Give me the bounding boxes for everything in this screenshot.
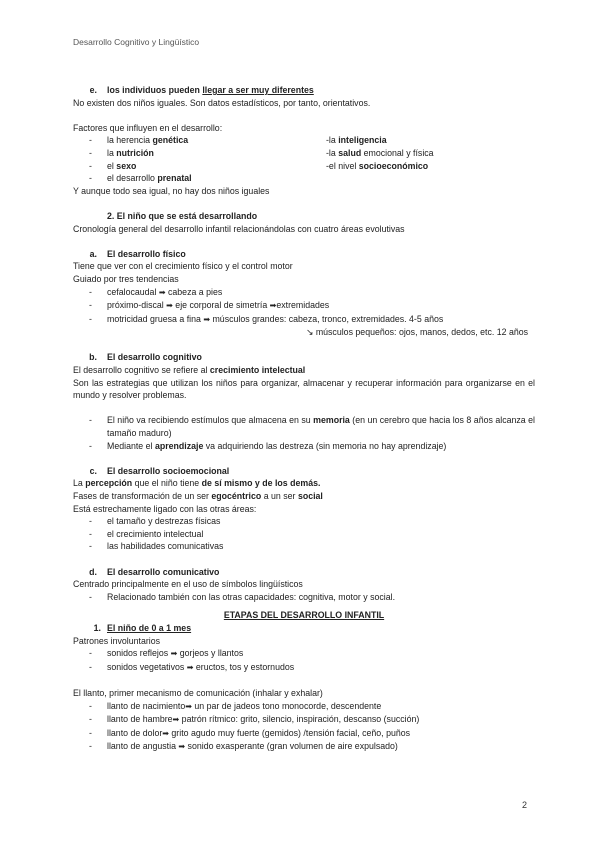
paragraph: La percepción que el niño tiene de sí mismo y de los demás. [73, 478, 321, 489]
underlined-phrase: llegar a ser muy diferentes [202, 85, 314, 95]
paragraph: Y aunque todo sea igual, no hay dos niños iguales [73, 185, 270, 196]
arrow-right-icon: ➡ [166, 301, 173, 311]
section-b-heading: b. El desarrollo cognitivo [89, 352, 202, 363]
arrow-right-icon: ➡ [162, 728, 169, 738]
arrow-right-icon: ➡ [158, 287, 166, 297]
list-item: - Relacionado también con las otras capacidades: cognitiva, motor y social. [89, 591, 396, 602]
arrow-right-icon: ➡ [203, 314, 211, 324]
etapas-subheading: 1. El niño de 0 a 1 mes [93, 622, 192, 633]
paragraph: No existen dos niños iguales. Son datos estadísticos, por tanto, orientativos. [73, 97, 371, 108]
paragraph: Tiene que ver con el crecimiento físico y el control motor [73, 261, 293, 272]
list-item: - llanto de nacimiento➡ un par de jadeos tono monocorde, descendente [89, 700, 382, 711]
arrow-right-icon: ➡ [269, 301, 277, 311]
list-item: - El niño va recibiendo estímulos que almacena en su memoria (en un cerebro que hacia los 8 años alcanza el tamaño maduro) [89, 415, 535, 439]
section-a-heading: a. El desarrollo físico [89, 248, 186, 259]
paragraph: Está estrechamente ligado con las otras áreas: [73, 503, 257, 514]
paragraph: El llanto, primer mecanismo de comunicación (inhalar y exhalar) [73, 687, 323, 698]
list-item: - llanto de hambre➡ patrón rítmico: grito, silencio, inspiración, descanso (succión) [89, 714, 420, 725]
section-d-heading: d. El desarrollo comunicativo [89, 566, 220, 577]
page-body [73, 84, 535, 754]
section-2-heading: 2. El niño que se está desarrollando [107, 210, 258, 221]
list-item: - el crecimiento intelectual [89, 528, 204, 539]
list-item: - el tamaño y destrezas físicas [89, 516, 221, 527]
list-item: - llanto de dolor➡ grito agudo muy fuerte (gemidos) /tensión facial, ceño, puños [89, 727, 411, 738]
list-item: - el desarrollo prenatal [89, 173, 192, 184]
list-item: - cefalocaudal ➡ cabeza a pies [89, 286, 223, 297]
page-number: 2 [521, 800, 527, 810]
list-item: - las habilidades comunicativas [89, 541, 224, 552]
arrow-right-icon: ➡ [172, 715, 180, 725]
running-header: Desarrollo Cognitivo y Lingüístico [73, 37, 200, 47]
list-item: - próximo-discal ➡ eje corporal de simetría ➡extremidades [89, 300, 330, 311]
factors-intro: Factores que influyen en el desarrollo: [73, 122, 223, 133]
list-item: - la nutrición -la salud emocional y física [89, 147, 434, 158]
paragraph: El desarrollo cognitivo se refiere al crecimiento intelectual [73, 365, 306, 376]
paragraph: Guiado por tres tendencias [73, 273, 179, 284]
section-e-heading: e. los individuos pueden llegar a ser muy diferentes [73, 84, 535, 97]
paragraph: Cronología general del desarrollo infantil relacionándolas con cuatro áreas evolutivas [73, 223, 405, 234]
section-c-heading: c. El desarrollo socioemocional [89, 465, 230, 476]
section-letter: e. [89, 85, 97, 95]
list-item: - sonidos vegetativos ➡ eructos, tos y estornudos [89, 661, 295, 672]
list-item: - sonidos reflejos ➡ gorjeos y llantos [89, 648, 244, 659]
paragraph: Fases de transformación de un ser egocéntrico a un ser social [73, 491, 323, 501]
arrow-right-icon: ➡ [170, 649, 178, 659]
arrow-right-icon: ➡ [186, 662, 194, 672]
list-item: - la herencia genética -la inteligencia [89, 135, 387, 146]
list-item: - motricidad gruesa a fina ➡ músculos grandes: cabeza, tronco, extremidades. 4-5 años [89, 313, 444, 324]
arrow-right-icon: ➡ [178, 742, 186, 752]
list-item: - Mediante el aprendizaje va adquiriendo las destreza (sin memoria no hay aprendizaje) [89, 440, 447, 451]
etapas-title: ETAPAS DEL DESARROLLO INFANTIL [223, 610, 385, 621]
paragraph: Patrones involuntarios [73, 635, 161, 646]
arrow-right-icon: ➡ [185, 701, 192, 711]
list-item: - llanto de angustia ➡ sonido exasperante (gran volumen de aire expulsado) [89, 741, 398, 752]
sub-note: ↘ músculos pequeños: ojos, manos, dedos, etc. 12 años [306, 327, 529, 338]
paragraph: Son las estrategias que utilizan los niños para organizar, almacenar y recuperar información para organizarse en el mundo y resolver problemas. [73, 377, 535, 401]
list-item: - el sexo -el nivel socioeconómico [89, 160, 429, 171]
paragraph: Centrado principalmente en el uso de símbolos lingüísticos [73, 579, 303, 590]
